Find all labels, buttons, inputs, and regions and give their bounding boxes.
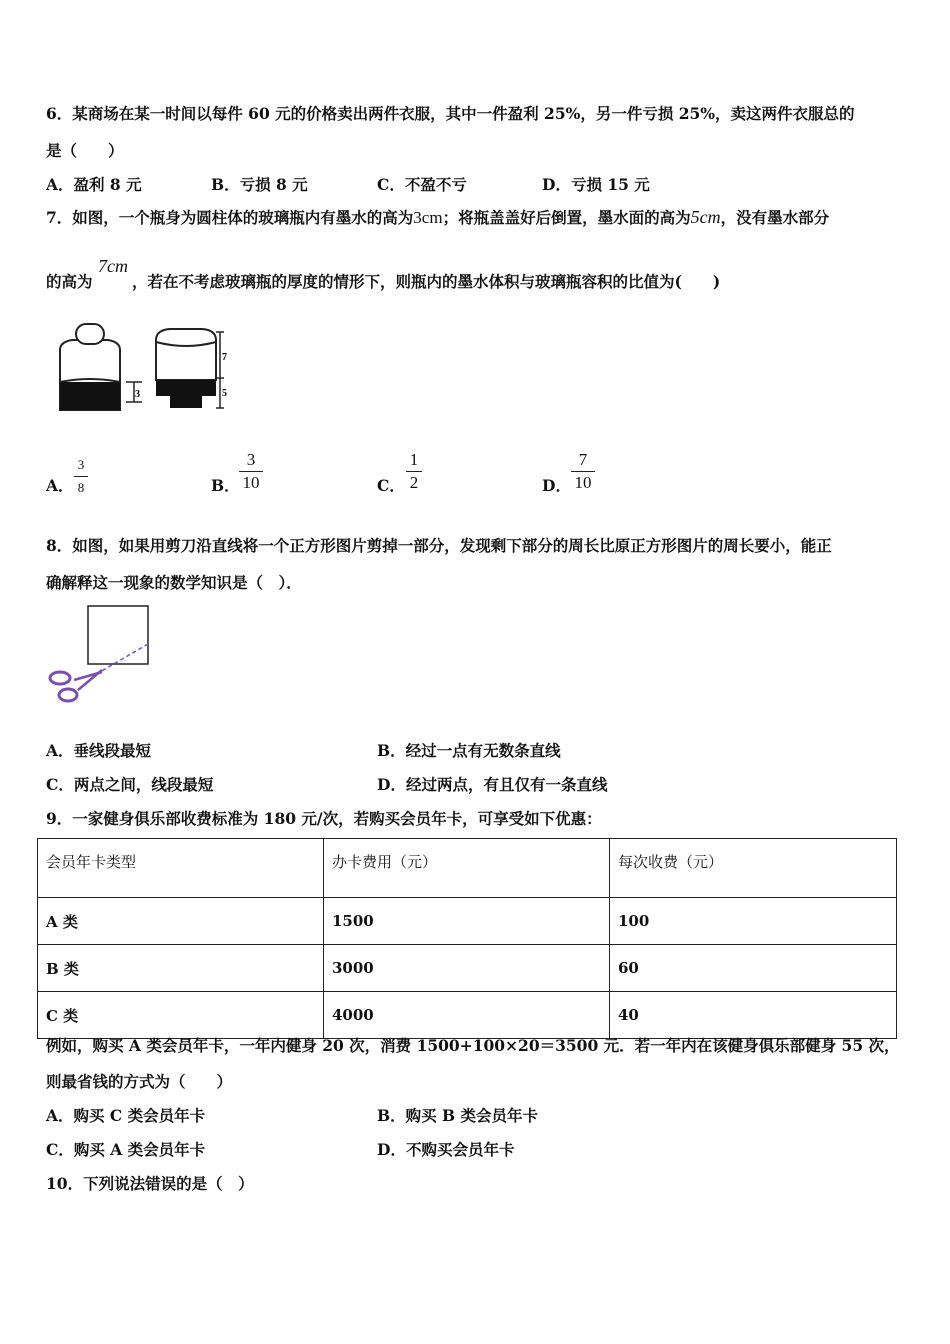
header-card-type: 会员年卡类型 [38,839,324,898]
q7-option-c-fraction [406,450,422,493]
q9-example-line2: 则最省钱的方式为（ ） [46,1072,233,1091]
cell-type: A 类 [38,898,324,945]
q7-height-3: 7cm [98,256,128,276]
q8-option-a[interactable]: A．垂线段最短 [46,741,152,760]
q7-stem-line2-start: 的高为 [46,272,93,291]
q7-option-a-num: 3 [77,457,85,472]
table-row [38,992,897,1039]
q7-option-c-label[interactable]: C． [377,476,405,495]
q7-stem-part2: ；将瓶盖盖好后倒置，墨水面的高为 [442,208,691,227]
square-picture [88,606,148,664]
q7-option-b-fraction [239,450,263,493]
cell-type: C 类 [38,992,324,1039]
q7-stem-line1 [46,206,829,228]
q9-option-d[interactable]: D．不购买会员年卡 [377,1140,515,1159]
cell-card-fee: 3000 [324,945,610,992]
q7-option-b-den: 10 [242,473,260,492]
q7-option-a-label[interactable]: A． [46,476,74,495]
q6-option-d[interactable]: D．亏损 15 元 [542,175,650,194]
table-row [38,898,897,945]
cell-type: B 类 [38,945,324,992]
q9-intro: 9．一家健身俱乐部收费标准为 180 元/次，若购买会员年卡，可享受如下优惠： [46,809,602,828]
q10-stem: 10．下列说法错误的是（ ） [46,1174,254,1193]
cell-card-fee: 4000 [324,992,610,1039]
q7-option-d-num: 7 [578,450,588,469]
q9-option-c[interactable]: C．购买 A 类会员年卡 [46,1140,206,1159]
scissors-icon [50,670,102,701]
q7-option-c-den: 2 [409,473,419,492]
q7-option-d-den: 10 [574,473,592,492]
q8-option-c[interactable]: C．两点之间，线段最短 [46,775,214,794]
upright-bottle [60,324,120,410]
q7-option-c-num: 1 [409,450,419,469]
header-per-visit-fee: 每次收费（元） [610,839,897,898]
q7-stem-part3: ，没有墨水部分 [720,208,830,227]
q8-option-d[interactable]: D．经过两点，有且仅有一条直线 [377,775,608,794]
cell-card-fee: 1500 [324,898,610,945]
q7-option-b-label[interactable]: B． [211,476,240,495]
q7-option-d-fraction [571,450,595,493]
q9-example-line1: 例如，购买 A 类会员年卡，一年内健身 20 次，消费 1500+100×20＝3500 元．若一年内在该健身俱乐部健身 55 次， [46,1036,900,1055]
membership-fee-table [37,838,897,1039]
q7-height-1: 3cm [413,208,443,227]
right-top-label: 7 [222,352,227,363]
q7-stem-part1: 7．如图，一个瓶身为圆柱体的玻璃瓶内有墨水的高为 [46,208,414,227]
table-header-row [38,839,897,898]
q8-stem-line1: 8．如图，如果用剪刀沿直线将一个正方形图片剪掉一部分，发现剩下部分的周长比原正方形图片的周长要小，能正 [46,536,832,555]
right-height-marker [216,332,227,408]
left-height-label: 3 [135,389,140,400]
cell-visit-fee: 40 [610,992,897,1039]
q9-option-a[interactable]: A．购买 C 类会员年卡 [46,1106,206,1125]
cell-visit-fee: 100 [610,898,897,945]
q6-option-c[interactable]: C．不盈不亏 [377,175,467,194]
q7-option-d-label[interactable]: D． [542,476,571,495]
q7-bottle-figure [50,320,245,415]
q6-stem-line2: 是（ ） [46,141,124,160]
q6-stem-line1: 6．某商场在某一时间以每件 60 元的价格卖出两件衣服，其中一件盈利 25%，另一件亏损 25%，卖这两件衣服总的 [46,104,855,123]
q6-option-b[interactable]: B．亏损 8 元 [211,175,308,194]
inverted-bottle [156,329,216,408]
table-row [38,945,897,992]
q7-option-a-fraction [74,455,88,498]
q7-stem-line2-end: ，若在不考虑玻璃瓶的厚度的情形下，则瓶内的墨水体积与玻璃瓶容积的比值为( ) [132,272,721,291]
header-card-fee: 办卡费用（元） [324,839,610,898]
left-height-marker [126,382,142,402]
cell-visit-fee: 60 [610,945,897,992]
q7-height-2: 5cm [690,207,721,227]
q8-option-b[interactable]: B．经过一点有无数条直线 [377,741,561,760]
q9-option-b[interactable]: B．购买 B 类会员年卡 [377,1106,538,1125]
q6-option-a[interactable]: A．盈利 8 元 [46,175,142,194]
q7-option-a-den: 8 [77,480,85,495]
q7-option-b-num: 3 [246,450,256,469]
q8-stem-line2: 确解释这一现象的数学知识是（ ）． [46,573,302,592]
q8-scissors-figure [44,600,159,710]
right-bottom-label: 5 [222,388,227,399]
